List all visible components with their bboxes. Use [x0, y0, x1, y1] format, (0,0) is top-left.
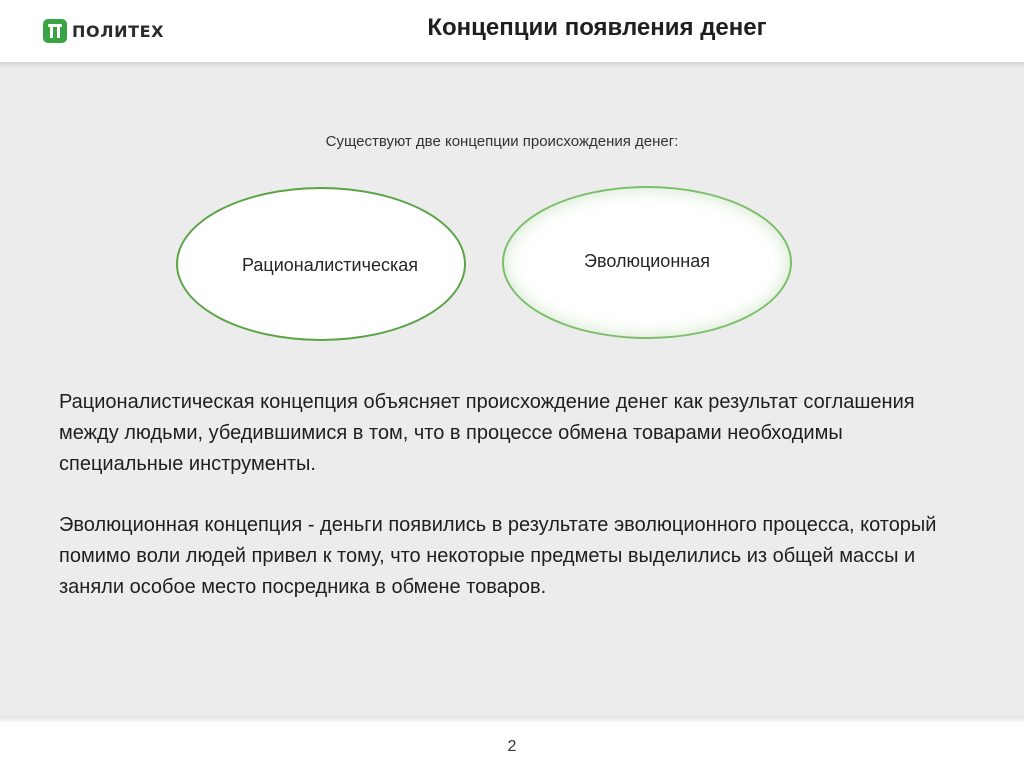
slide-title: Концепции появления денег [427, 14, 767, 41]
slide-header [0, 0, 1024, 64]
concept-ellipse-rationalistic [176, 187, 466, 341]
concept-ellipse-evolutionary [502, 186, 792, 339]
paragraph-rationalistic: Рационалистическая концепция объясняет происхождение денег как результат соглашения между людьми, убедившимися в том, что в процессе обмена товарами необходимы специальные инструменты. [59, 391, 915, 475]
paragraph-evolutionary: Эволюционная концепция - деньги появились в результате эволюционного процесса, который помимо воли людей привел к тому, что некоторые предметы выделились из общей массы и заняли особое место посредника в обмене товаров. [59, 514, 937, 598]
intro-text: Существуют две концепции происхождения денег: [325, 133, 679, 150]
logo-text: ПОЛИТЕХ [72, 21, 165, 41]
concept-label: Эволюционная [584, 251, 710, 271]
concept-label: Рационалистическая [241, 254, 419, 275]
content-bottom-divider [0, 716, 1024, 722]
page-number: 2 [507, 738, 517, 755]
